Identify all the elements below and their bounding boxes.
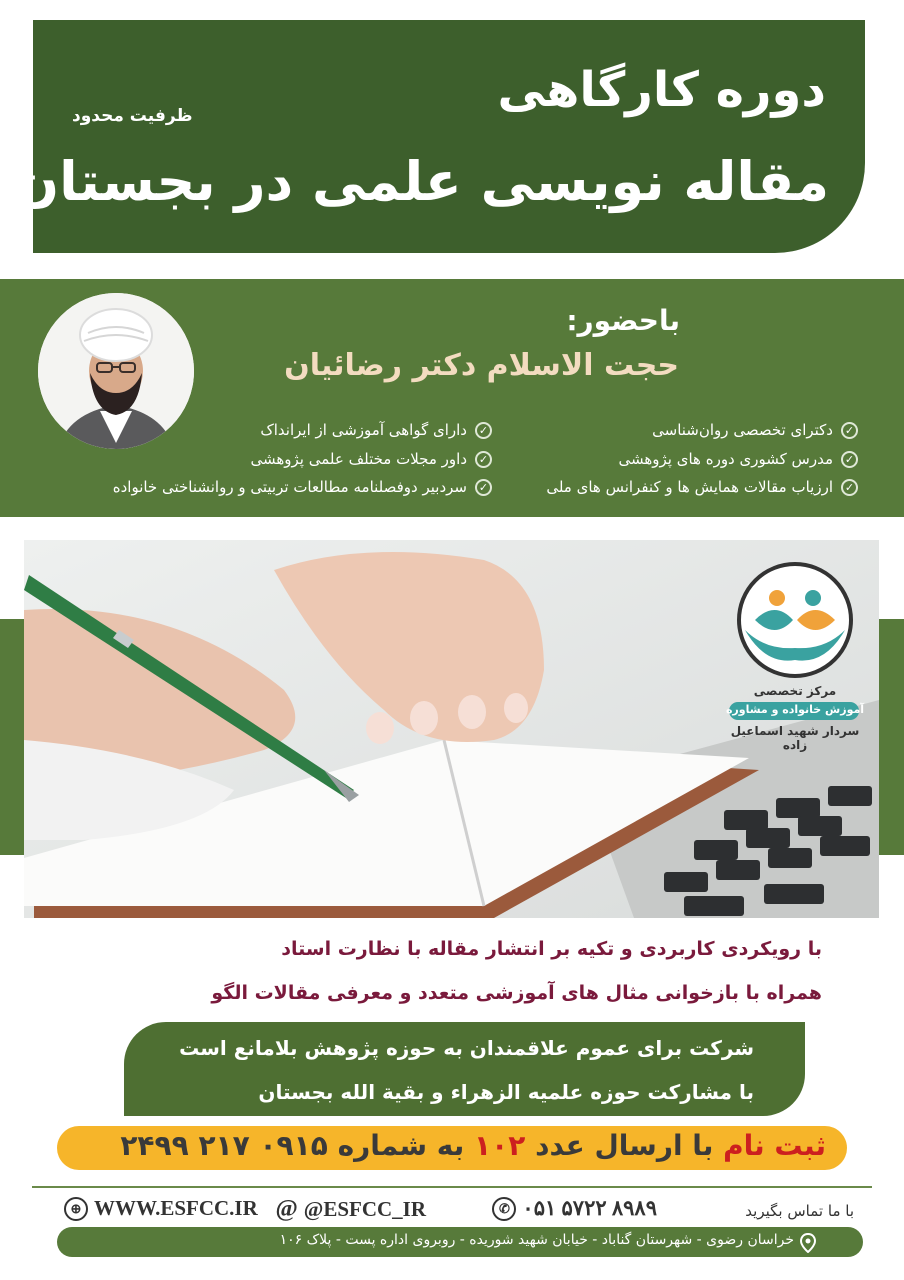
center-logo bbox=[725, 560, 865, 750]
phone-contact[interactable]: ✆ ۰۵۱ ۵۷۲۲ ۸۹۸۹ bbox=[492, 1196, 657, 1221]
logo-line-3: سردار شهید اسماعیل زاده bbox=[730, 724, 860, 752]
approach-line: با رویکردی کاربردی و تکیه بر انتشار مقاله با نظارت استاد bbox=[281, 938, 822, 960]
credential-item: ✓ مدرس کشوری دوره های پژوهشی bbox=[618, 450, 858, 468]
website-link[interactable]: ⊕ WWW.ESFCC.IR bbox=[64, 1196, 258, 1221]
check-icon: ✓ bbox=[841, 479, 858, 496]
course-title: مقاله نویسی علمی در بجستان bbox=[13, 150, 829, 213]
examples-line: همراه با بازخوانی مثال های آموزشی متعدد و معرفی مقالات الگو bbox=[211, 982, 822, 1004]
credential-item: ✓ ارزیاب مقالات همایش ها و کنفرانس های ملی bbox=[546, 478, 858, 496]
social-contact[interactable]: @ @ESFCC_IR bbox=[275, 1196, 426, 1222]
with-presence-label: باحضور: bbox=[566, 304, 680, 337]
address-text: خراسان رضوی - شهرستان گناباد - خیابان شهید شوریده - روبروی اداره پست - پلاک ۱۰۶ bbox=[279, 1232, 794, 1248]
logo-line-1: مرکز تخصصی bbox=[753, 684, 837, 698]
speaker-avatar bbox=[38, 293, 194, 449]
capacity-note: ظرفیت محدود bbox=[72, 106, 193, 126]
credential-item: ✓ دارای گواهی آموزشی از ایرانداک bbox=[260, 421, 492, 439]
course-type: دوره کارگاهی bbox=[497, 62, 826, 118]
contact-label: با ما تماس بگیرید bbox=[745, 1202, 854, 1220]
register-text: ثبت نام با ارسال عدد ۱۰۲ به شماره ۰۹۱۵ ۲۱۷ ۲۴۹۹ bbox=[120, 1129, 826, 1162]
contact-divider bbox=[32, 1186, 872, 1188]
phone-icon: ✆ bbox=[492, 1197, 516, 1221]
at-sign-icon: @ bbox=[275, 1196, 298, 1222]
family-hands-icon bbox=[725, 560, 865, 680]
location-pin-icon bbox=[800, 1233, 816, 1257]
check-icon: ✓ bbox=[841, 422, 858, 439]
participation-line: شرکت برای عموم علاقمندان به حوزه پژوهش بلامانع است bbox=[179, 1036, 754, 1060]
header-banner bbox=[33, 20, 865, 253]
check-icon: ✓ bbox=[475, 422, 492, 439]
speaker-name: حجت الاسلام دکتر رضائیان bbox=[284, 348, 679, 383]
globe-icon: ⊕ bbox=[64, 1197, 88, 1221]
check-icon: ✓ bbox=[841, 451, 858, 468]
credential-item: ✓ سردبیر دوفصلنامه مطالعات تربیتی و روانشناختی خانواده bbox=[113, 478, 492, 496]
check-icon: ✓ bbox=[475, 479, 492, 496]
credential-item: ✓ دکترای تخصصی روان‌شناسی bbox=[652, 421, 858, 439]
credential-item: ✓ داور مجلات مختلف علمی پژوهشی bbox=[250, 450, 492, 468]
logo-line-2: آموزش خانواده و مشاوره bbox=[725, 703, 865, 716]
check-icon: ✓ bbox=[475, 451, 492, 468]
partners-line: با مشارکت حوزه علمیه الزهراء و بقیة الله بجستان bbox=[258, 1080, 754, 1104]
